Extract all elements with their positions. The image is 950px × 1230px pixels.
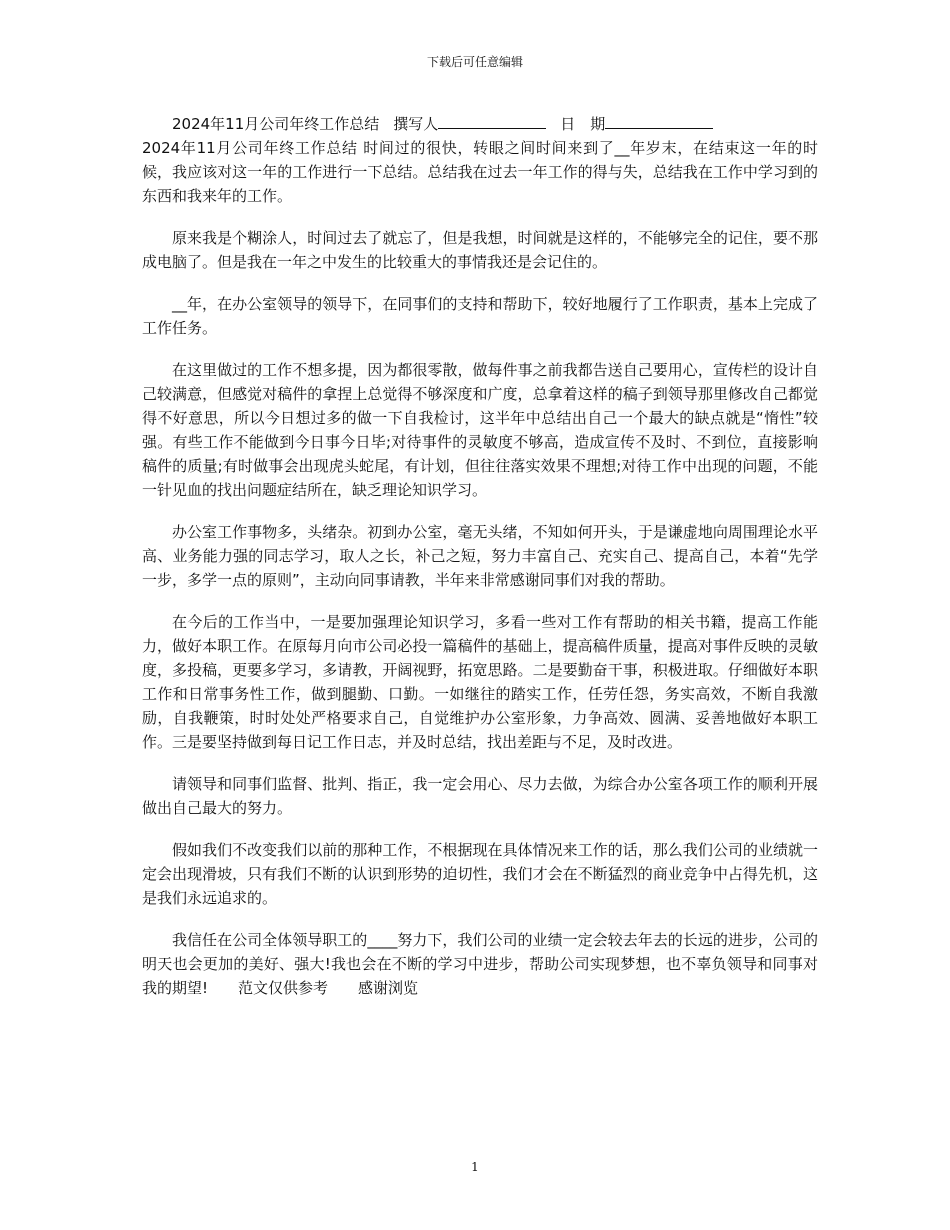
document-title: 2024年11月公司年终工作总结 — [172, 115, 380, 133]
writer-blank — [438, 114, 546, 129]
paragraph-6: 在今后的工作当中，一是要加强理论知识学习，多看一些对工作有帮助的相关书籍，提高工作能力，做好本职工作。在原每月向市公司必投一篇稿件的基础上，提高稿件质量，提高对事件反映的灵敏度，多投稿，更要多学习，多请教，开阔视野，拓宽思路。二是要勤奋干事，积极进取。仔细做好本职工作和日常事务性工作，做到腿勤、口勤。一如继往的踏实工作，任劳任怨，务实高效，不断自我激励，自我鞭策，时时处处严格要求自己，自觉维护办公室形象，力争高效、圆满、妥善地做好本职工作。三是要坚持做到每日记工作日志，并及时总结，找出差距与不足，及时改进。 — [142, 613, 818, 751]
paragraph-7: 请领导和同事们监督、批判、指正，我一定会用心、尽力去做，为综合办公室各项工作的顺利开展做出自己最大的努力。 — [142, 775, 818, 817]
date-label: 日 期 — [560, 115, 606, 133]
header-note: 下载后可任意编辑 — [426, 55, 523, 69]
paragraph-2: 原来我是个糊涂人，时间过去了就忘了，但是我想，时间就是这样的，不能够完全的记住，要不那成电脑了。但是我在一年之中发生的比较重大的事情我还是会记住的。 — [142, 229, 818, 271]
paragraph-8: 假如我们不改变我们以前的那种工作，不根据现在具体情况来工作的话，那么我们公司的业绩就一定会出现滑坡，只有我们不断的认识到形势的迫切性，我们才会在不断猛烈的商业竞争中占得先机，这是我们永远追求的。 — [142, 841, 818, 907]
paragraph-3: __年，在办公室领导的领导下，在同事们的支持和帮助下，较好地履行了工作职责，基本上完成了工作任务。 — [142, 295, 818, 337]
writer-label: 撰写人 — [393, 115, 439, 133]
page-number: 1 — [471, 1160, 479, 1174]
title-line — [142, 112, 818, 136]
paragraph-5: 办公室工作事物多，头绪杂。初到办公室，毫无头绪，不知如何开头，于是谦虚地向周围理论水平高、业务能力强的同志学习，取人之长，补己之短，努力丰富自己、充实自己、提高自己，本着“先学一步，多学一点的原则”，主动向同事请教，半年来非常感谢同事们对我的帮助。 — [142, 523, 818, 589]
date-blank — [605, 114, 713, 129]
document-body — [142, 112, 818, 1018]
paragraph-1: 2024年11月公司年终工作总结 时间过的很快，转眼之间时间来到了__年岁末，在结束这一年的时候，我应该对这一年的工作进行一下总结。总结我在过去一年工作的得与失，总结我在工作中学习到的东西和我来年的工作。 — [142, 139, 818, 205]
paragraph-9: 我信任在公司全体领导职工的____努力下，我们公司的业绩一定会较去年去的长远的进步，公司的明天也会更加的美好、强大!我也会在不断的学习中进步，帮助公司实现梦想，也不辜负领导和同事对我的期望! 范文仅供参考 感谢浏览 — [142, 931, 818, 997]
paragraph-4: 在这里做过的工作不想多提，因为都很零散，做每件事之前我都告送自己要用心，宣传栏的设计自己较满意，但感觉对稿件的拿捏上总觉得不够深度和广度，总拿着这样的稿子到领导那里修改自己都觉得不好意思，所以今日想过多的做一下自我检讨，这半年中总结出自己一个最大的缺点就是“惰性”较强。有些工作不能做到今日事今日毕;对待事件的灵敏度不够高，造成宣传不及时、不到位，直接影响稿件的质量;有时做事会出现虎头蛇尾，有计划，但往往落实效果不理想;对待工作中出现的问题，不能一针见血的找出问题症结所在，缺乏理论知识学习。 — [142, 361, 818, 499]
